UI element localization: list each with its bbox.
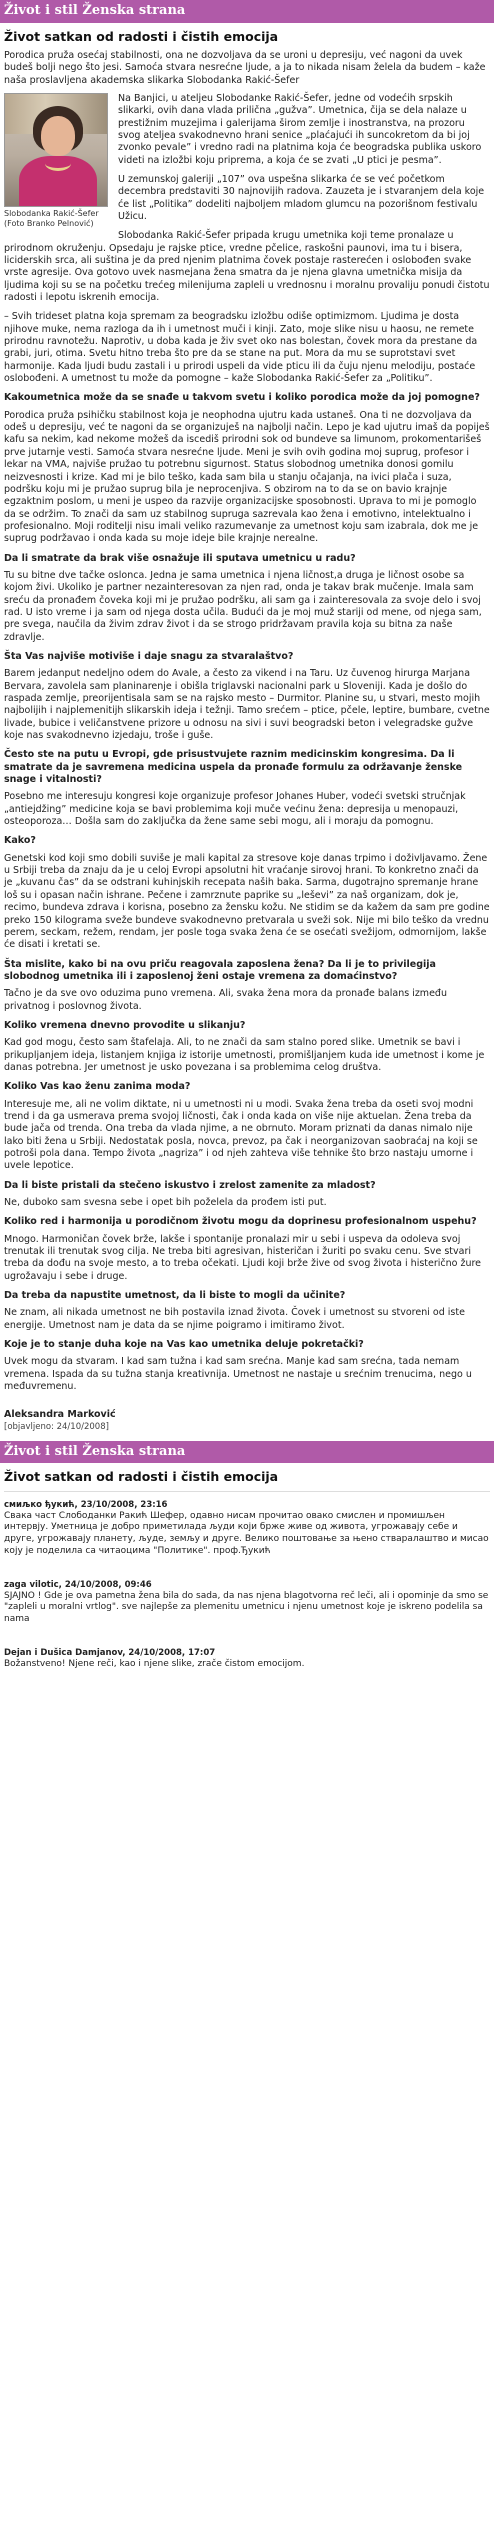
comment-meta: смиљко ђукић, 23/10/2008, 23:16 bbox=[4, 1499, 168, 1510]
interview-question: Da treba da napustite umetnost, da li biste to mogli da učinite? bbox=[4, 1290, 346, 1302]
interview-question: Šta mislite, kako bi na ovu priču reagovala zaposlena žena? Da li je to privilegija slobodnog umetnika ili i zaposlenoj ženi ostaje vremena za domaćinstvo? bbox=[4, 958, 436, 982]
interview-question: Često ste na putu u Evropi, gde prisustvujete raznim medicinskim kongresima. Da li smatrate da je savremena medicina uspela da pronađe formulu za održavanje ženske snage i vitalnosti? bbox=[4, 749, 463, 786]
comments-article-title: Život satkan od radosti i čistih emocija bbox=[4, 1469, 279, 1485]
comment-item bbox=[4, 1500, 490, 1558]
interview-question: Koje je to stanje duha koje na Vas kao umetnika deluje pokretački? bbox=[4, 1339, 364, 1351]
article-paragraph: Slobodanka Rakić-Šefer pripada krugu umetnika koji teme pronalaze u prirodnom okruženju. Opsedaju je rajske ptice, vredne pčelice, raskošni paunovi, ima tu i bisera, liciderskih srca, ali suština je da pred njenim platnima čovek postaje rasterećen i oslobođen svake vrste agresije. Ova gotovo uvek nasmejana žena smatra da je njena glavna umetnička misija da ljudima koji su se na početku trećeg milenijuma zapleli u vrednosnu i moralnu provaliju ponudi čistotu radosti i lepotu iskrenih emocija. bbox=[4, 230, 490, 304]
article-paragraph: Porodica pruža psihičku stabilnost koja je neophodna ujutru kada ustaneš. Ona ti ne dozvoljava da odeš u depresiju, već te nagoni da se organizuješ na najbolji način. Lepo je kad ujutru imaš da popiješ kafu sa nekim, kad nekome možeš da iscediš prirodni sok od bundeve sa limunom, prokomentarišeš prve jutarnje vesti. Samoća stvara nesrećne ljude. Meni je svih ovih godina moj suprug, profesor i lekar na VMA, najviše pružao tu potrebnu sigurnost. Status slobodnog umetnika donosi gomilu neizvesnosti i krize. Kad mi je bilo teško, kada sam bila u stanju očajanja, na ivici plača i suza, podršku koju mi je pružao suprug bila je neprocenjiva. S obzirom na to da se on bavio krajnje egzaktnim poslom, u meni je uspeo da razvije organizacijske sposobnosti. Uprava to mi je pomoglo da se održim. To znači da sam uz stabilnog supruga sazrevala kao žena i emotivno, intelektualno i profesionalno. Moji roditelji nisu imali veliko razumevanje za umetnost koju sam izabrala, dok me je suprug podržavao i onda kada su moje ideje bile krajnje nerealne. bbox=[4, 409, 490, 545]
photo-caption: Slobodanka Rakić-Šefer (Foto Branko Pelnović) bbox=[4, 208, 99, 228]
article-author: Aleksandra Marković bbox=[4, 1408, 116, 1420]
article-paragraph: Tu su bitne dve tačke oslonca. Jedna je sama umetnica i njena ličnost,a druga je ličnost osobe sa kojom živi. Ukoliko je partner nezainteresovan za njen rad, onda je takav brak mučenje. Imala sam sreću da pronađem čoveka koji mi je pružao podršku, ali sam ga i zainteresovala za svoje delo i svoj rad. U isto vreme i ja sam od njega dosta učila. Budući da je moj muž stariji od mene, od njega sam, pre svega, naučila da živim zdrav život i da se strogo pridržavam pravila koja su bitna za naše zdravlje. bbox=[4, 569, 482, 643]
interview-question: Kakoumetnica može da se snađe u takvom svetu i koliko porodica može da joj pomogne? bbox=[4, 392, 480, 404]
interview-question: Koliko red i harmonija u porodičnom životu mogu da doprinesu profesionalnom uspehu? bbox=[4, 1216, 477, 1228]
interview-question: Šta Vas najviše motiviše i daje snagu za stvaralaštvo? bbox=[4, 650, 294, 662]
article-title: Život satkan od radosti i čistih emocija bbox=[4, 28, 279, 44]
comment-item bbox=[4, 1648, 490, 1671]
interview-question: Koliko Vas kao ženu zanima moda? bbox=[4, 1081, 191, 1093]
interview-question: Da li smatrate da brak više osnažuje ili sputava umetnicu u radu? bbox=[4, 552, 356, 564]
article-paragraph: U zemunskoj galeriji „107” ova uspešna slikarka će se već početkom decembra predstaviti 30 najnovijih radova. Zauzeta je i stvaranjem dela koje će list „Politika” dodeliti najboljem mladom glumcu na pozorišnom festivalu Užicu. bbox=[118, 173, 485, 222]
article-paragraph: Posebno me interesuju kongresi koje organizuje profesor Johanes Huber, vodeći svetski stručnjak „antiejdžing” medicine koja se bavi problemima koji muče većinu žena: depresija u menopauzi, osteoporoza… Došla sam do zaključka da žene same sebi mogu, ali i moraju da pomognu. bbox=[4, 791, 466, 828]
interview-question: Koliko vremena dnevno provodite u slikanju? bbox=[4, 1019, 246, 1031]
comments-section-header: Život i stil Ženska strana bbox=[0, 1441, 494, 1464]
comment-meta: Dejan i Dušica Damjanov, 24/10/2008, 17:07 bbox=[4, 1647, 216, 1658]
article-published-date: [objavljeno: 24/10/2008] bbox=[4, 1421, 109, 1432]
comment-item bbox=[4, 1580, 490, 1626]
interview-question: Da li biste pristali da stečeno iskustvo i zrelost zamenite za mladost? bbox=[4, 1179, 376, 1191]
photo-box bbox=[4, 93, 106, 229]
interview-question: Kako? bbox=[4, 835, 36, 847]
article-paragraph: Mnogo. Harmoničan čovek brže, lakše i spontanije pronalazi mir u sebi i uspeva da odoleva svoj trenutak ili trenutak svog cilja. Ne treba biti agresivan, histeričan i žuriti po svaku cenu. Sve stvari treba da dođu na svoje mesto, a to treba očekati. Ljudi koji brže žive od svog života i histerično žure ugrožavaju i sebe i druge. bbox=[4, 1233, 482, 1282]
comment-text: Свака част Слободанки Ракић Шефер, одавно нисам прочитао овако смислен и промишљен интервју. Уметница је добро приметилада људи који брже живе од живота, угрожавају себе и друге, угрожавају планету, људе, земљу и друге. Велико поштовање за њено стваралаштво и мисао коју је поделила са читаоцима "Политике". проф.Ђукић bbox=[4, 1510, 489, 1556]
article-paragraph: Tačno je da sve ovo oduzima puno vremena. Ali, svaka žena mora da pronađe balans između privatnog i poslovnog života. bbox=[4, 988, 447, 1012]
article-paragraph: Kad god mogu, često sam štafelaja. Ali, to ne znači da sam stalno pored slike. Umetnik se bavi i prikupljanjem ideja, listanjem knjiga iz istorije umetnosti, promišljanjem kuda ide umetnost i kome je danas potrebna. Jer umetnost je usko povezana i sa problemima celog društva. bbox=[4, 1037, 485, 1073]
article-paragraph: Uvek mogu da stvaram. I kad sam tužna i kad sam srećna. Manje kad sam srećna, tada nemam vremena. Ispada da su tužna stanja kreativnija. Umetnost ne nastaje u srećnim trenucima, nego u međuvremenu. bbox=[4, 1356, 472, 1393]
comment-text: SJAJNO ! Gde je ova pametna žena bila do sada, da nas njena blagotvorna reč leči, ali i opominje da smo se "zapleli u moralni vrtlog". sve najlepše za plemenitu umetnicu i njenu umetnost koje je iskreno podelila sa nama bbox=[4, 1590, 489, 1624]
article-paragraph: Na Banjici, u ateljeu Slobodanke Rakić-Šefer, jedne od vodećih srpskih slikarki, ovih dana vlada prilična „gužva”. Umetnica, čija se dela nalaze u prestižnim muzejima i galerijama širom zemlje i inostranstva, na prozoru svog ateljea svakodnevno hrani senice „plaćajući ih suncokretom da bi joj zvonko pevale” i vredno radi na platnima koja će beogradska publika uskoro videti na izložbi koju priprema, a koja će se zvati „U ptici je pesma”. bbox=[118, 92, 482, 166]
article-paragraph: – Svih trideset platna koja spremam za beogradsku izložbu odiše optimizmom. Ljudima je dosta njihove muke, nema razloga da ih i umetnost muči i kinji. Zato, moje slike nisu u haosu, ne remete prirodnu ravnotežu. Naprotiv, u doba kada je živ svet oko nas bolestan, čovek mora da prestane da grabi, juri, otima. Svetu hitno treba što pre da se stane na put. Mora da mu se suprotstavi svet harmonije. Kada ljudi budu zastali i u prirodi uspeli da vide pticu ili da čuju njenu melodiju, postaće oslobođeni. A umetnost tu može da pomogne – kaže Slobodanka Rakić-Šefer za „Politiku”. bbox=[4, 311, 478, 385]
article-lead: Porodica pruža osećaj stabilnosti, ona ne dozvoljava da se uroni u depresiju, već nagoni da uvek budeš bolji nego što jesi. Samoća stvara nesrećne ljude, a ja to nikada nisam želela da budem – kaže naša proslavljena akademska slikarka Slobodanka Rakić-Šefer bbox=[4, 49, 486, 86]
article-body bbox=[0, 93, 494, 1433]
article-paragraph: Ne znam, ali nikada umetnost ne bih postavila iznad života. Čovek i umetnost su stvoreni od iste energije. Umetnost nam je data da se njime poigramo i imitiramo život. bbox=[4, 1307, 465, 1331]
article-paragraph: Ne, duboko sam svesna sebe i opet bih poželela da prođem isti put. bbox=[4, 1197, 327, 1209]
comments-list bbox=[0, 1500, 494, 1671]
article-paragraph: Interesuje me, ali ne volim diktate, ni u umetnosti ni u modi. Svaka žena treba da oseti svoj modni trend i da ga usmerava prema svojoj ličnosti, čak i onda kada on više nije aktuelan. Žena treba da bude jača od trenda. Ona treba da vlada njime, a ne obrnuto. Moram priznati da danas nimalo nije lako biti žena u Srbiji. Nedostatak posla, novca, prevoz, pa čak i neorganizovan saobraćaj na koji se potroši pola dana. Tempo života „nagriza” i od njeh zahteva više tehnike što brzo nastaju umorne i uvele lepotice. bbox=[4, 1098, 478, 1172]
comment-text: Božanstveno! Njene reči, kao i njene slike, zrače čistom emocijom. bbox=[4, 1658, 305, 1669]
divider bbox=[4, 1491, 490, 1492]
section-header: Život i stil Ženska strana bbox=[0, 0, 494, 23]
article-paragraph: Genetski kod koji smo dobili suviše je mali kapital za stresove koje danas trpimo i doživljavamo. Žene u Srbiji treba da znaju da je u celoj Evropi apsolutni hit vraćanje sirovoj hrani. To konkretno znači da je „kuvanu čas” da se odstrani kuhinjskih recepata naših baka. Sarma, dugotrajno spremanje hrane loš su i opasan način ishrane. Pečene i zamrznute paprike su „leševi” za naš organizam, dok je, recimo, bundeva zdrava i korisna, posebno za žensku kožu. Ne stidim se da kažem da sam pre godine preko 150 kilograma sveže bundeve svakodnevno pretvarala u sveži sok. Nije mi bilo teško da vrednu perem, seckam, režem, rendam, jer posle toga svaka žena će se osećati svežijom, odmornijom, lakše će disati i kretati se. bbox=[4, 852, 490, 951]
comment-meta: zaga vilotic, 24/10/2008, 09:46 bbox=[4, 1579, 152, 1590]
article-paragraph: Barem jedanput nedeljno odem do Avale, a često za vikend i na Taru. Uz čuvenog hirurga Marjana Bervara, zavolela sam planinarenje i obišla triglavski nacionalni park u Sloveniji. Kada je došlo do raspada zemlje, preorijentisala sam se na rajsko mesto – Durmitor. Planine su, u stvari, mesto mojih najbolijih i najplemenitijh slikarskih ideja i težnji. Tamo srećem – ptice, pčele, leptire, bumbare, cvetne livade, bubice i veličanstvene prizore u odnosu na sivi i suvi beogradski beton i velegradske gužve koje nas svakodnevno izjedaju, troše i guše. bbox=[4, 668, 490, 742]
article-paragraphs bbox=[4, 93, 490, 1394]
artist-photo[interactable] bbox=[4, 93, 108, 207]
